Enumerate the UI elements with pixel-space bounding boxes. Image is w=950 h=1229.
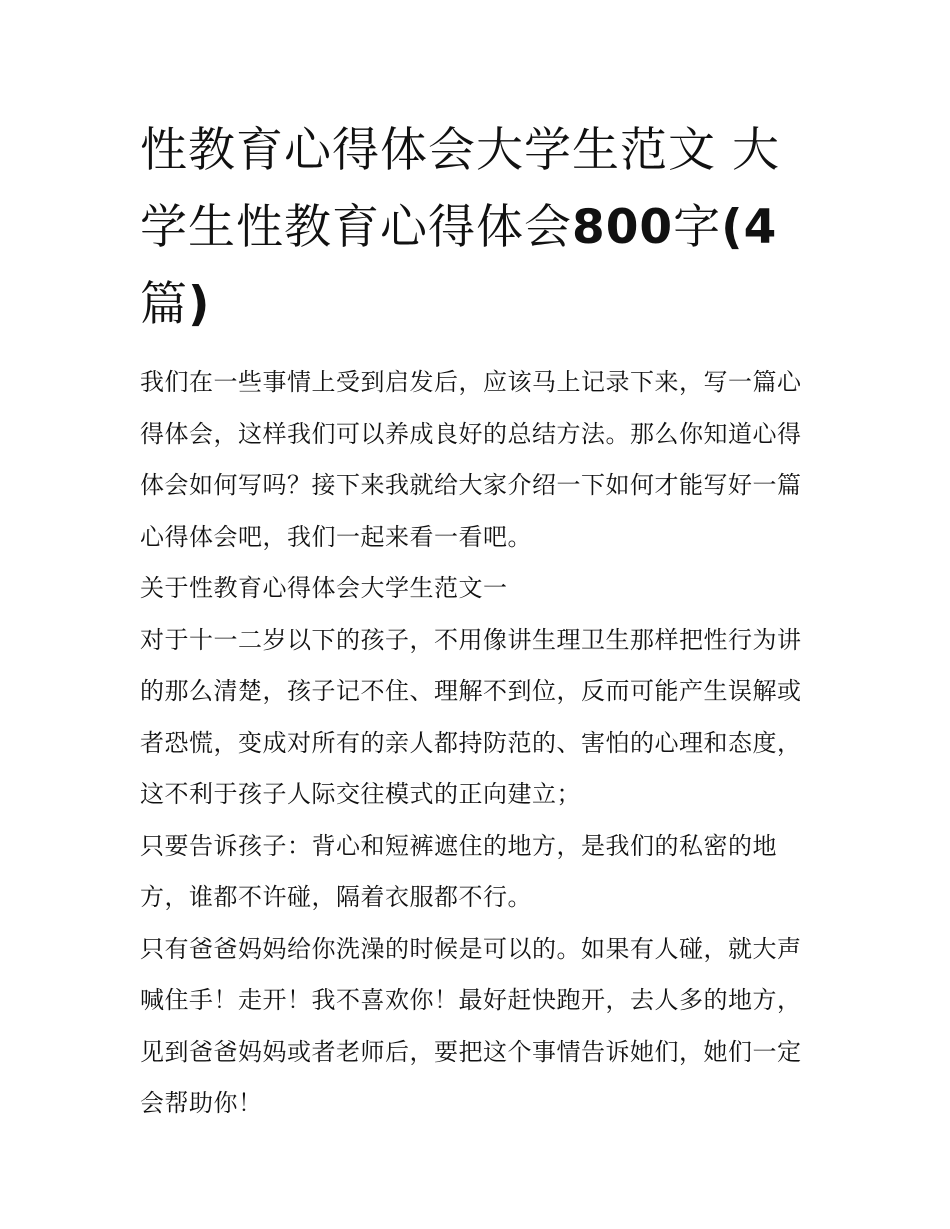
document-page [140,112,820,1130]
body-paragraph: 只有爸爸妈妈给你洗澡的时候是可以的。如果有人碰，就大声喊住手！走开！我不喜欢你！最好赶快跑开，去人多的地方，见到爸爸妈妈或者老师后，要把这个事情告诉她们，她们一定会帮助你！ [140,934,802,1117]
section-heading: 关于性教育心得体会大学生范文一 [140,574,508,602]
body-paragraph: 对于十一二岁以下的孩子，不用像讲生理卫生那样把性行为讲的那么清楚，孩子记不住、理解不到位，反而可能产生误解或者恐慌，变成对所有的亲人都持防范的、害怕的心理和态度，这不利于孩子人际交往模式的正向建立； [140,625,802,808]
document-title: 性教育心得体会大学生范文 大学生性教育心得体会800字(4篇) [140,123,780,332]
body-paragraph: 只要告诉孩子：背心和短裤遮住的地方，是我们的私密的地方，谁都不许碰，隔着衣服都不行。 [140,831,777,911]
intro-paragraph: 我们在一些事情上受到启发后，应该马上记录下来，写一篇心得体会，这样我们可以养成良好的总结方法。那么你知道心得体会如何写吗？接下来我就给大家介绍一下如何才能写好一篇心得体会吧，我们一起来看一看吧。 [140,368,802,551]
